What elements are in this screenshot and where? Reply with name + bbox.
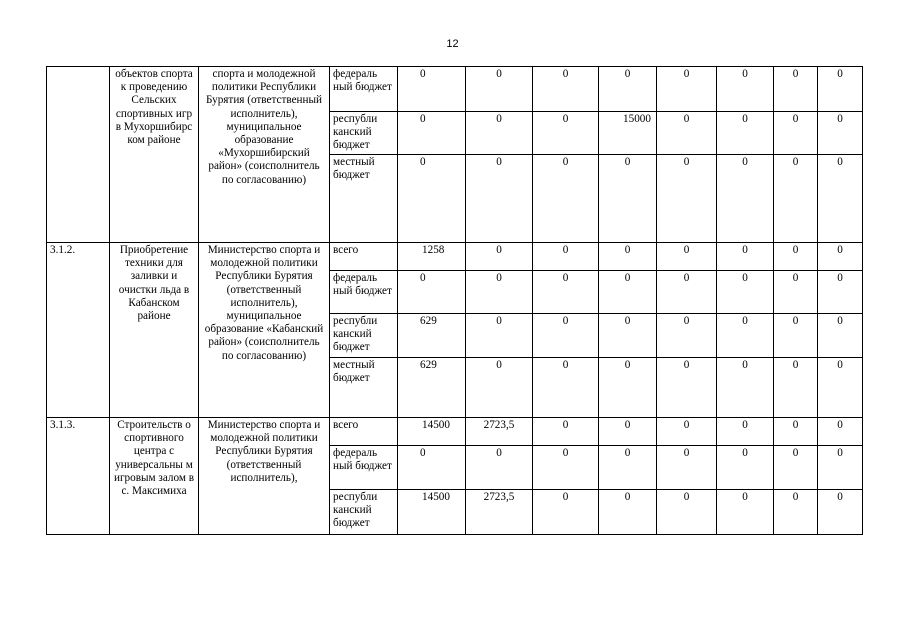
value-cell: 0: [599, 271, 657, 314]
value-cell: 0: [774, 446, 818, 490]
value-cell: 629: [398, 358, 466, 418]
value-cell: 0: [398, 67, 466, 112]
item-number: [47, 67, 110, 243]
value-cell: 0: [599, 67, 657, 112]
value-cell: 0: [717, 271, 774, 314]
value-cell: 0: [657, 271, 717, 314]
value-cell: 0: [466, 112, 533, 155]
value-cell: 2723,5: [466, 418, 533, 446]
value-cell: 0: [599, 243, 657, 271]
value-cell: 0: [818, 271, 863, 314]
value-cell: 0: [466, 446, 533, 490]
funding-source: федераль ный бюджет: [330, 446, 398, 490]
value-cell: 0: [466, 358, 533, 418]
item-executor: Министерство спорта и молодежной политики Республики Бурятия (ответственный исполнитель), муниципальное образование «Кабанский район» (соисполнитель по согласованию): [199, 243, 330, 418]
value-cell: 0: [818, 155, 863, 243]
funding-source: республи канский бюджет: [330, 314, 398, 358]
value-cell: 0: [717, 67, 774, 112]
value-cell: 0: [818, 418, 863, 446]
value-cell: 0: [599, 155, 657, 243]
value-cell: 0: [717, 490, 774, 535]
value-cell: 0: [657, 358, 717, 418]
value-cell: 0: [818, 112, 863, 155]
value-cell: 0: [466, 271, 533, 314]
value-cell: 0: [717, 243, 774, 271]
item-number: 3.1.3.: [47, 418, 110, 535]
value-cell: 15000: [599, 112, 657, 155]
item-name: Приобретение техники для заливки и очистки льда в Кабанском районе: [110, 243, 199, 418]
value-cell: 0: [657, 418, 717, 446]
funding-source: федераль ный бюджет: [330, 67, 398, 112]
value-cell: 14500: [398, 418, 466, 446]
item-name: объектов спорта к проведению Сельских спортивных игр в Мухоршибирс ком районе: [110, 67, 199, 243]
value-cell: 0: [717, 418, 774, 446]
value-cell: 0: [717, 446, 774, 490]
value-cell: 0: [717, 155, 774, 243]
value-cell: 0: [774, 490, 818, 535]
value-cell: 0: [466, 155, 533, 243]
value-cell: 0: [818, 358, 863, 418]
funding-source: республи канский бюджет: [330, 112, 398, 155]
value-cell: 0: [398, 155, 466, 243]
table-row: [47, 67, 863, 112]
value-cell: 0: [657, 112, 717, 155]
value-cell: 0: [533, 67, 599, 112]
value-cell: 0: [818, 490, 863, 535]
value-cell: 14500: [398, 490, 466, 535]
value-cell: 0: [599, 358, 657, 418]
value-cell: 0: [657, 67, 717, 112]
value-cell: 0: [533, 446, 599, 490]
value-cell: 0: [657, 155, 717, 243]
table-row: [47, 418, 863, 446]
value-cell: 0: [774, 155, 818, 243]
funding-source: всего: [330, 418, 398, 446]
budget-table: [46, 66, 863, 535]
value-cell: 0: [818, 67, 863, 112]
value-cell: 0: [818, 243, 863, 271]
value-cell: 0: [599, 314, 657, 358]
value-cell: 0: [774, 112, 818, 155]
funding-source: местный бюджет: [330, 155, 398, 243]
value-cell: 0: [533, 314, 599, 358]
item-executor: Министерство спорта и молодежной политики Республики Бурятия (ответственный исполнитель),: [199, 418, 330, 535]
value-cell: 0: [466, 243, 533, 271]
value-cell: 2723,5: [466, 490, 533, 535]
funding-source: республи канский бюджет: [330, 490, 398, 535]
value-cell: 0: [398, 446, 466, 490]
value-cell: 0: [818, 314, 863, 358]
value-cell: 0: [657, 490, 717, 535]
item-executor: спорта и молодежной политики Республики Бурятия (ответственный исполнитель), муниципальное образование «Мухоршибирский район» (соисполнитель по согласованию): [199, 67, 330, 243]
value-cell: 0: [533, 243, 599, 271]
value-cell: 0: [398, 271, 466, 314]
value-cell: 0: [466, 67, 533, 112]
value-cell: 0: [599, 446, 657, 490]
value-cell: 0: [717, 358, 774, 418]
value-cell: 0: [774, 271, 818, 314]
value-cell: 0: [533, 155, 599, 243]
value-cell: 0: [774, 314, 818, 358]
value-cell: 0: [717, 314, 774, 358]
value-cell: 0: [818, 446, 863, 490]
item-number: 3.1.2.: [47, 243, 110, 418]
funding-source: всего: [330, 243, 398, 271]
value-cell: 0: [533, 358, 599, 418]
page-number: 12: [446, 38, 459, 50]
table-row: [47, 243, 863, 271]
value-cell: 0: [657, 314, 717, 358]
funding-source: местный бюджет: [330, 358, 398, 418]
value-cell: 629: [398, 314, 466, 358]
value-cell: 0: [533, 112, 599, 155]
value-cell: 0: [717, 112, 774, 155]
value-cell: 0: [657, 446, 717, 490]
funding-source: федераль ный бюджет: [330, 271, 398, 314]
value-cell: 0: [774, 243, 818, 271]
value-cell: 0: [657, 243, 717, 271]
value-cell: 0: [533, 418, 599, 446]
value-cell: 1258: [398, 243, 466, 271]
value-cell: 0: [398, 112, 466, 155]
value-cell: 0: [533, 490, 599, 535]
value-cell: 0: [466, 314, 533, 358]
value-cell: 0: [533, 271, 599, 314]
value-cell: 0: [774, 358, 818, 418]
value-cell: 0: [599, 490, 657, 535]
item-name: Строительств о спортивного центра с универсальны м игровым залом в с. Максимиха: [110, 418, 199, 535]
value-cell: 0: [774, 67, 818, 112]
value-cell: 0: [774, 418, 818, 446]
value-cell: 0: [599, 418, 657, 446]
